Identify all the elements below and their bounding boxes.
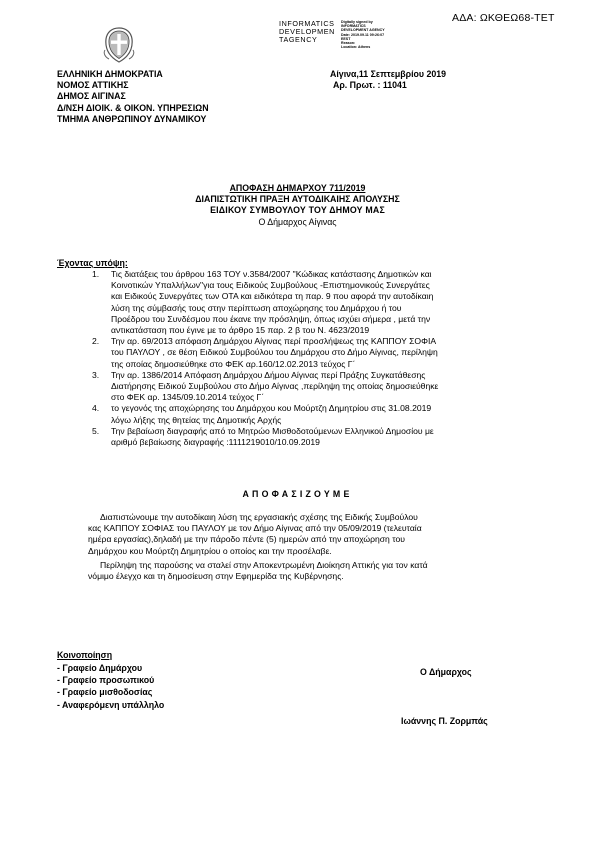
- list-item: - Γραφείο προσωπικού: [57, 675, 155, 686]
- notification-list: [57, 662, 164, 711]
- digital-signature-details: Digitally signed by INFORMATICS DEVELOPMENT AGENCY Date: 2019.09.11 09:26:07 EEST Reason: Location: Athens: [341, 20, 385, 50]
- having-label: Έχοντας υπόψη:: [57, 258, 128, 268]
- list-item: - Γραφείο μισθοδοσίας: [57, 687, 153, 698]
- list-item: 3. Την αρ. 1386/2014 Απόφαση Δημάρχου Δήμου Αίγινας περί Πράξης Συγκατάθεσης Διατήρησης Ειδικού Συμβούλου στο Δήμο Αίγινας ,περίληψη της οποίας δημοσιεύθηκε στο ΦΕΚ αρ. 1345/09.10.2014 τεύχος Γ΄: [92, 369, 439, 403]
- decision-paragraph: Διαπιστώνουμε την αυτοδίκαιη λύση της εργασιακής σχέσης της Ειδικής Συμβούλου κας ΚΑΠΠΟΥ ΣΟΦΙΑΣ του ΠΑΥΛΟΥ με τον Δήμο Αίγινας από την 05/09/2019 (τελευταία ημέρα εργασίας),δηλαδή με την πάροδο πέντε (5) ημερών από την αποχώρηση του Δημάρχου κου Μούρτζη Δημητρίου ο οποίος και την προσέλαβε.: [88, 512, 422, 556]
- list-item: 2. Την αρ. 69/2013 απόφαση Δημάρχου Αίγινας περί προσλήψεως της ΚΑΠΠΟΥ ΣΟΦΙΑ του ΠΑΥΛΟΥ , σε θέση Ειδικού Συμβούλου του Δημάρχου στο Δήμο Αίγινας, περίληψη της οποίας δημοσιεύθηκε στο ΦΕΚ αρ.160/12.02.2013 τεύχος Γ΄: [92, 336, 438, 369]
- issuer-header: [57, 69, 209, 125]
- header-line: Δ/ΝΣΗ ΔΙΟΙΚ. & ΟΙΚΟΝ. ΥΠΗΡΕΣΙΩΝ: [57, 102, 209, 113]
- protocol-number: Αρ. Πρωτ. : 11041: [333, 80, 407, 91]
- decision-subtitle-2: ΕΙΔΙΚΟΥ ΣΥΜΒΟΥΛΟΥ ΤΟΥ ΔΗΜΟΥ ΜΑΣ: [210, 205, 385, 215]
- date-protocol-block: [330, 69, 446, 91]
- list-item: 1. Τις διατάξεις του άρθρου 163 ΤΟΥ ν.3584/2007 "Κώδικας κατάστασης Δημοτικών και Κοινοτικών Υπαλλήλων"για τους Ειδικούς Συμβούλους -Επιστημονικούς Συνεργάτες και Ειδικούς Συνεργάτες των ΟΤΑ και ειδικότερα τη παρ. 9 που αφορά την αυτοδίκαιη λύση της σύμβασής τους στην περίπτωση αποχώρησης του Δημάρχου ή του Προέδρου του Συνδέσμου που έκανε την πρόσληψη, όπως ισχύει σήμερα , μετά την αντικατάσταση που έγινε με το άρθρο 15 παρ. 2 β του Ν. 4623/2019: [92, 269, 434, 336]
- header-line: ΔΗΜΟΣ ΑΙΓΙΝΑΣ: [57, 91, 126, 102]
- header-line: ΝΟΜΟΣ ΑΤΤΙΚΗΣ: [57, 80, 129, 91]
- list-item: - Γραφείο Δημάρχου: [57, 663, 143, 673]
- ied-signature-label: INFORMATICS DEVELOPMEN TAGENCY: [279, 19, 335, 45]
- considerations-list: [92, 269, 532, 448]
- publication-paragraph: Περίληψη της παρούσης να σταλεί στην Αποκεντρωμένη Διοίκηση Αττικής για τον κατά νόμιμο έλεγχο και τη δημοσίευση στην Εφημερίδα της Κυβέρνησης.: [88, 560, 428, 582]
- decision-title: ΑΠΟΦΑΣΗ ΔΗΜΑΡΧΟΥ 711/2019: [229, 183, 366, 193]
- decision-subtitle: ΔΙΑΠΙΣΤΩΤΙΚΗ ΠΡΑΞΗ ΑΥΤΟΔΙΚΑΙΗΣ ΑΠΟΛΥΣΗΣ: [195, 194, 400, 204]
- issuer-mayor: Ο Δήμαρχος Αίγινας: [258, 217, 337, 227]
- list-item: - Αναφερόμενη υπάλληλο: [57, 699, 165, 710]
- notification-label: Κοινοποίηση: [57, 650, 113, 660]
- header-line: ΤΜΗΜΑ ΑΝΘΡΩΠΙΝΟΥ ΔΥΝΑΜΙΚΟΥ: [57, 113, 207, 124]
- list-item: 4. το γεγονός της αποχώρησης του Δημάρχου κου Μούρτζη Δημητρίου στις 31.08.2019 λόγω λήξης της θητείας της Δημοτικής Αρχής: [92, 403, 432, 425]
- document-date: Αίγινα,11 Σεπτεμβρίου 2019: [330, 69, 447, 79]
- signature-name: Ιωάννης Π. Ζορμπάς: [401, 716, 488, 726]
- mayor-label: Ο Δήμαρχος: [420, 667, 472, 677]
- ada-code: ΑΔΑ: ΩΚΘΕΩ68-ΤΕΤ: [452, 12, 555, 24]
- greek-emblem-icon: [102, 26, 136, 64]
- header-line: ΕΛΛΗΝΙΚΗ ΔΗΜΟΚΡΑΤΙΑ: [57, 69, 163, 79]
- list-item: 5. Την βεβαίωση διαγραφής από το Μητρώο Μισθοδοτούμενων Ελληνικού Δημοσίου με αριθμό βεβαίωσης διαγραφής :1111219010/10.09.2019: [92, 425, 434, 448]
- decide-heading: ΑΠΟΦΑΣΙΖΟΥΜΕ: [242, 489, 353, 499]
